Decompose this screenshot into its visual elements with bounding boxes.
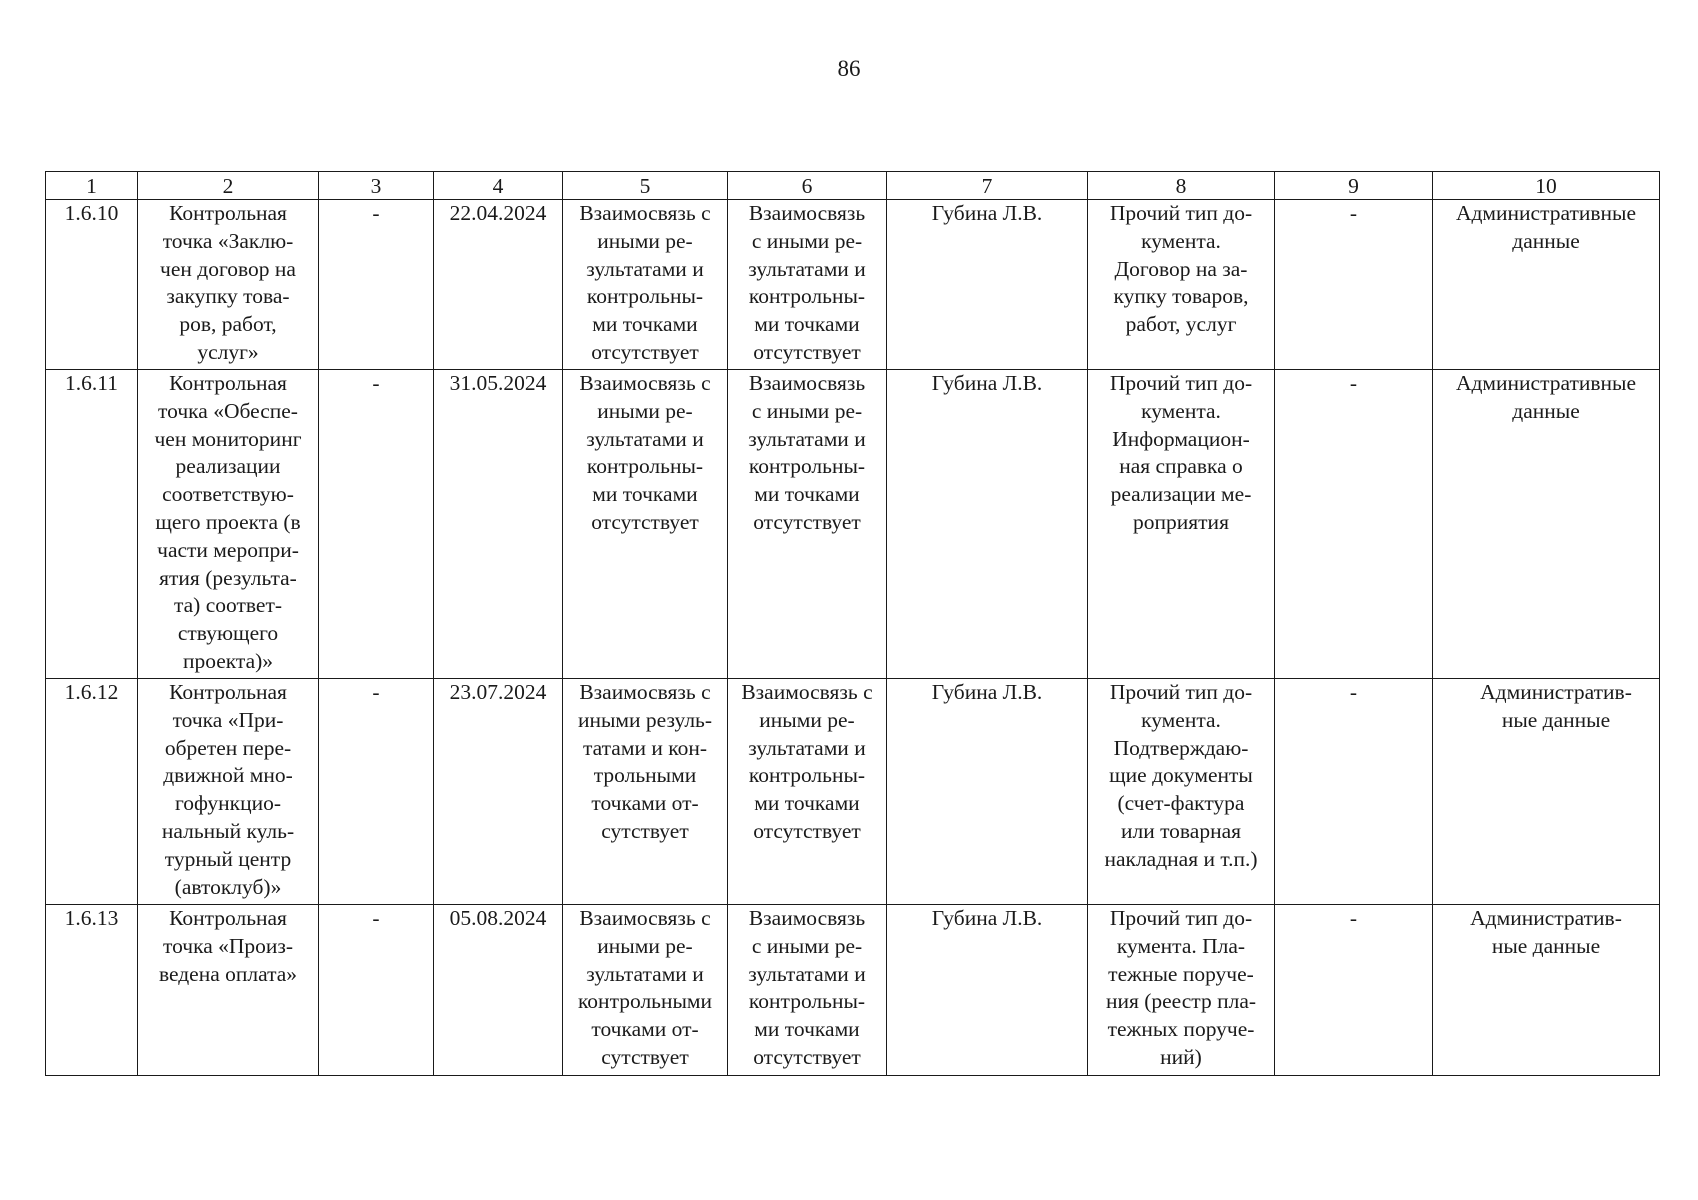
table-row xyxy=(46,200,1660,370)
relation-cell: Взаимосвязь с иными ре- зультатами и контрольными точками от- сутствует xyxy=(563,905,728,1076)
relation-cell: Взаимосвязь с иными ре- зультатами и контрольны- ми точками отсутствует xyxy=(563,200,728,370)
column-9-cell: - xyxy=(1275,679,1433,905)
row-number-cell: 1.6.12 xyxy=(46,679,138,905)
column-header: 2 xyxy=(138,172,319,200)
column-header: 3 xyxy=(319,172,434,200)
row-number-cell: 1.6.13 xyxy=(46,905,138,1076)
data-source-cell: Административные данные xyxy=(1433,370,1660,679)
document-type-cell: Прочий тип до- кумента. Пла- тежные поруче- ния (реестр пла- тежных поруче- ний) xyxy=(1088,905,1275,1076)
column-3-cell: - xyxy=(319,370,434,679)
date-cell: 22.04.2024 xyxy=(434,200,563,370)
column-3-cell: - xyxy=(319,200,434,370)
date-cell: 23.07.2024 xyxy=(434,679,563,905)
data-source-cell: Административ- ные данные xyxy=(1433,905,1660,1076)
relation-cell: Взаимосвязь с иными ре- зультатами и контрольны- ми точками отсутствует xyxy=(728,370,887,679)
control-point-name-cell: Контрольная точка «Обеспе- чен мониторинг реализации соответствую- щего проекта (в части меропри- ятия (результа- та) соответ- ствующего проекта)» xyxy=(138,370,319,679)
column-header: 4 xyxy=(434,172,563,200)
table-header-row xyxy=(46,172,1660,200)
column-header: 9 xyxy=(1275,172,1433,200)
control-points-table xyxy=(45,171,1660,1076)
document-type-cell: Прочий тип до- кумента. Договор на за- купку товаров, работ, услуг xyxy=(1088,200,1275,370)
relation-cell: Взаимосвязь с иными ре- зультатами и контрольны- ми точками отсутствует xyxy=(728,200,887,370)
page-number: 86 xyxy=(837,56,861,81)
date-cell: 31.05.2024 xyxy=(434,370,563,679)
responsible-cell: Губина Л.В. xyxy=(887,370,1088,679)
control-point-name-cell: Контрольная точка «Заклю- чен договор на закупку това- ров, работ, услуг» xyxy=(138,200,319,370)
column-header: 8 xyxy=(1088,172,1275,200)
relation-cell: Взаимосвязь с иными ре- зультатами и контрольны- ми точками отсутствует xyxy=(728,679,887,905)
row-number-cell: 1.6.10 xyxy=(46,200,138,370)
table-row xyxy=(46,370,1660,679)
table-row xyxy=(46,679,1660,905)
document-type-cell: Прочий тип до- кумента. Информацион- ная справка о реализации ме- роприятия xyxy=(1088,370,1275,679)
column-9-cell: - xyxy=(1275,370,1433,679)
responsible-cell: Губина Л.В. xyxy=(887,200,1088,370)
table-row xyxy=(46,905,1660,1076)
relation-cell: Взаимосвязь с иными ре- зультатами и контрольны- ми точками отсутствует xyxy=(563,370,728,679)
column-header: 7 xyxy=(887,172,1088,200)
data-source-cell: Административные данные xyxy=(1433,200,1660,370)
control-point-name-cell: Контрольная точка «Произ- ведена оплата» xyxy=(138,905,319,1076)
column-header: 6 xyxy=(728,172,887,200)
row-number-cell: 1.6.11 xyxy=(46,370,138,679)
control-point-name-cell: Контрольная точка «При- обретен пере- движной мно- гофункцио- нальный куль- турный центр (автоклуб)» xyxy=(138,679,319,905)
responsible-cell: Губина Л.В. xyxy=(887,679,1088,905)
relation-cell: Взаимосвязь с иными ре- зультатами и контрольны- ми точками отсутствует xyxy=(728,905,887,1076)
column-header: 1 xyxy=(46,172,138,200)
column-3-cell: - xyxy=(319,905,434,1076)
column-9-cell: - xyxy=(1275,905,1433,1076)
document-type-cell: Прочий тип до- кумента. Подтверждаю- щие документы (счет-фактура или товарная накладная и т.п.) xyxy=(1088,679,1275,905)
column-3-cell: - xyxy=(319,679,434,905)
data-source-cell: Административ- ные данные xyxy=(1433,679,1660,905)
column-header: 5 xyxy=(563,172,728,200)
date-cell: 05.08.2024 xyxy=(434,905,563,1076)
column-9-cell: - xyxy=(1275,200,1433,370)
responsible-cell: Губина Л.В. xyxy=(887,905,1088,1076)
relation-cell: Взаимосвязь с иными резуль- татами и кон- трольными точками от- сутствует xyxy=(563,679,728,905)
column-header: 10 xyxy=(1433,172,1660,200)
